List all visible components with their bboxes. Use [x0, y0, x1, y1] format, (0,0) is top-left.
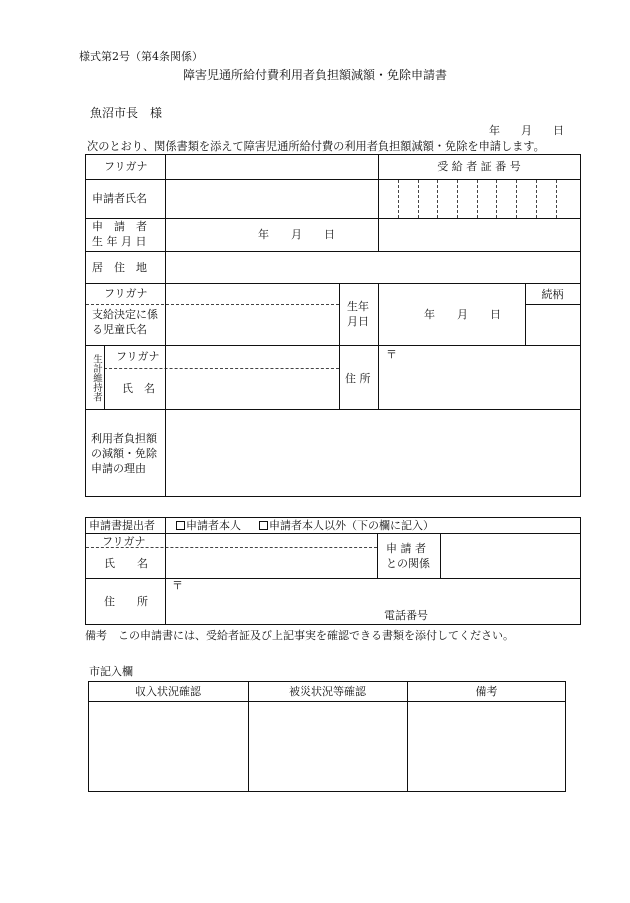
applicant-dob-label: 申 請 者 生 年 月 日 [92, 220, 147, 248]
applicant-dob-value: 年 月 日 [258, 228, 335, 241]
submitter-relation-label: 申 請 者 との関係 [386, 542, 430, 570]
supporter-vertical-label: 生計維持者 [91, 354, 102, 402]
supporter-name-label: 氏 名 [122, 382, 155, 395]
date-year: 年 [489, 124, 500, 137]
city-col-remarks: 備考 [475, 685, 498, 698]
recipient-number-label: 受 給 者 証 番 号 [437, 160, 521, 173]
child-name-label: 支給決定に係 る児童氏名 [92, 308, 158, 336]
residence-label: 居 住 地 [92, 261, 147, 274]
submitter-option-self[interactable]: 申請者本人 [176, 520, 241, 531]
submitter-option-other[interactable]: 申請者本人以外（下の欄に記入） [259, 520, 434, 531]
city-col-disaster: 被災状況等確認 [289, 685, 366, 698]
checkbox-self[interactable] [176, 521, 185, 530]
main-application-table [85, 154, 581, 497]
relation-label: 続柄 [541, 288, 564, 301]
applicant-name-label: 申請者氏名 [92, 192, 147, 205]
child-dob-label: 生年 月日 [347, 300, 369, 328]
submitter-name-label: 氏 名 [104, 557, 148, 570]
child-furigana-label: フリガナ [104, 287, 148, 300]
intro-text: 次のとおり、関係書類を添えて障害児通所給付費の利用者負担額減額・免除を申請します。 [87, 140, 545, 153]
submitter-address-label: 住 所 [104, 595, 148, 608]
city-col-income: 収入状況確認 [135, 685, 201, 698]
date-month: 月 [521, 124, 532, 137]
furigana-label: フリガナ [104, 160, 148, 173]
reason-label: 利用者負担額 の減額・免除 申請の理由 [91, 432, 157, 475]
submitter-furigana-label: フリガナ [102, 535, 146, 548]
supporter-furigana-label: フリガナ [116, 350, 160, 363]
addressee: 魚沼市長 様 [90, 106, 163, 120]
form-id: 様式第2号（第4条関係） [79, 50, 203, 63]
page-title: 障害児通所給付費利用者負担額減額・免除申請書 [182, 68, 447, 82]
city-section-label: 市記入欄 [89, 665, 133, 678]
postal-mark: 〒 [386, 348, 397, 361]
date-day: 日 [553, 124, 564, 137]
checkbox-other[interactable] [259, 521, 268, 530]
remarks-note: 備考 この申請書には、受給者証及び上記事実を確認できる書類を添付してください。 [85, 629, 514, 642]
submitter-label: 申請書提出者 [89, 519, 155, 532]
address-label: 住 所 [345, 372, 371, 385]
submitter-phone-label: 電話番号 [384, 609, 428, 622]
child-dob-value: 年 月 日 [424, 308, 501, 321]
submitter-postal-mark: 〒 [172, 579, 183, 592]
